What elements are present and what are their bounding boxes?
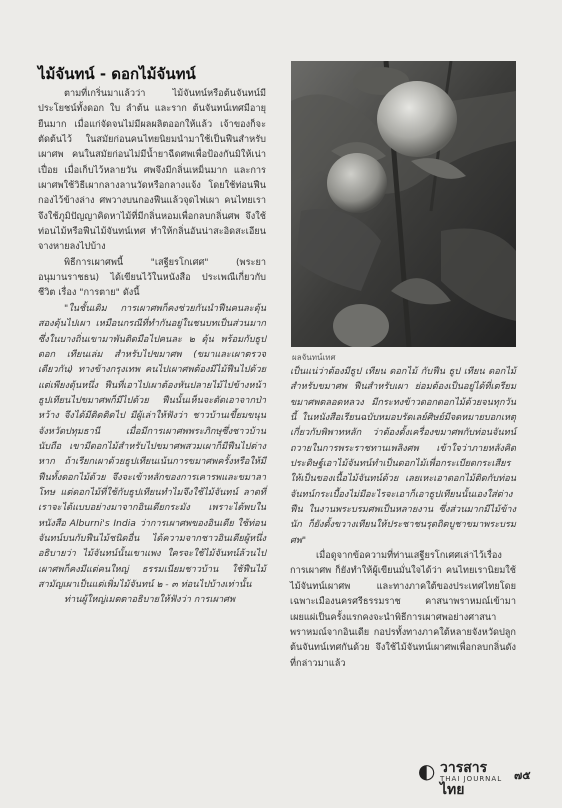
right-column bbox=[290, 364, 516, 671]
article-title: ไม้จันทน์ - ดอกไม้จันทน์ bbox=[38, 65, 196, 83]
logo-thai-text: วารสารไทย bbox=[440, 760, 488, 798]
magazine-logo bbox=[418, 757, 508, 798]
logo-english-text: THAI JOURNAL bbox=[440, 775, 503, 783]
paragraph-quote-continued: เป็นแน่ว่าต้องมีธูป เทียน ดอกไม้ กับฟืน ธูป เทียน ดอกไม้ สำหรับขมาศพ ฟืนสำหรับเผา ย่อมต้องเป็นอยู่ได้ที่เตรียมขมาศพตลอดหลวง มีกระทงข้าวดอกดอกไม้ด้วยจนทุกวันนี้ ในหนังสือเรียนฉบับหมอบรัดเลย์ศิษย์มีจดหมายบอกเหตุเกี่ยวกับพิพาทหลัก ว่าต้องตั้งเครื่องขมาศพกับท่อนจันทน์ถวายในการพระราชทานเพลิงศพ เข้าใจว่าภายหลังคิดประดิษฐ์เอาไม้จันทน์ทำเป็นดอกไม้เพื่อกระเบียดกระเสียรให้เป็นของเนื้อไม้จันทน์ด้วย เลยเหะเอาดอกไม้ติดกับท่อนจันทน์กระเบื้องไม่มีอะไรจะเอาก็เอาธูปเทียนนั้นเองใส่ต่างฟืน ในงานพระบรมศพเป็นหลายงาน ซึ่งส่วนมากมีไม้ข้างนัก ก็ยังตั้งขวางเทียนให้ประชาชนรุดถิตบูชาขมาพระบรมศพ" bbox=[290, 366, 516, 546]
paragraph-conclusion: เมื่อดูจากข้อความที่ท่านเสฐียรโกเศศเล่าไว้เรื่องการเผาศพ ก็ยังทำให้ผู้เขียนมั่นใจได้ว่า คนไทยเรานิยมใช้ไม้จันทน์เผาศพ และทางภาคใต้ของประเทศไทยโดยเฉพาะเมืองนครศรีธรรมราช คาสนาพราหมณ์เข้ามาเผยแผ่เป็นครั้งแรกคงจะนำพิธีการเผาศพอย่างศาสนาพราหมณ์จากอินเดีย กอปรทั้งทางภาคใต้หลายจังหวัดปลูกต้นจันทน์เทศกันด้วย จึงใช้ไม้จันทน์เผาศพเพื่อกลบกลิ่นดังที่กล่าวมาแล้ว bbox=[290, 550, 516, 669]
left-column bbox=[38, 86, 266, 608]
paragraph-quote: "ในชั้นเดิม การเผาศพก็คงช่วยกันนำฟืนคนละดุ้นสองดุ้นไปเผา เหมือนกรณีที่ทำกันอยู่ในชนบทเป็นส่วนมาก ซึ่งในบางถิ่นเขามาพันติดมือไปคนละ ๒ ดุ้น พร้อมกับธูปดอก เทียนเล่ม สำหรับไปขมาศพ (ขมาและเผาตรวจเดียวกัน) ทางข้างกรุงเทพ คนไปเผาศพต้องมีไม้ฟืนไปด้วยแต่เพียงดุ้นหนึ่ง ฟืนที่เอาไปเผาต้องหันปลายไม้ไปข้างหน้า ธูปเทียนไปขมาศพก็มีไปด้วย ฟืนนั้นเห็นจะตัดเอาจากป่าหว้าง จึงได้มีติดติดไป มีผู้เล่าให้ฟังว่า ชาวบ้านเขี้ยมขนุน จังหวัดปทุมธานี เมื่อมีการเผาศพพระภิกษุซึ่งชาวบ้านนับถือ เขามีดอกไม้สำหรับไปขมาศพสวมเผาก็มีฟืนไปต่างหาก ถ้าเรียกเผาด้วยธูปเทียนเน้นการขมาศพครั้งหรือให้มีฟืนทั้งดอกไม้ด้วย จึงจะเข้าหลักของการเคารพและขมาลาโทษ แต่ดอกไม้ที่ใช้กับธูปเทียนทำไมจึงใช้ไม้จันทน์ ลาดที่เราจะได้แบบอย่างมาจากอินเดียกระมัง เพราะได้พบในหนังสือ Alburni's India ว่าการเผาศพของอินเดีย ใช้ท่อนจันทน์บนกับฟืนไม้ชนิดอื่น ได้ความจากชาวอินเดียผู้หนึ่งอธิบายว่า ไม้จันทน์นั้นเขาแพง ใครจะใช้ไม้จันทน์ล้วนไปเผาศพก็คงมีแต่คนใหญ่ ธรรมเนียมชาวบ้าน ใช้ฟืนไม้สามัญเผาเป็นแต่เพิ่มไม้จันทน์ ๒ - ๓ ท่อนไปบ้างเท่านั้น bbox=[38, 302, 266, 590]
paragraph-quote-lead: ท่านผู้ใหญ่เมตตาอธิบายให้ฟังว่า การเผาศพ bbox=[64, 594, 236, 606]
photo-illustration bbox=[291, 61, 516, 347]
page-number: ๗๕ bbox=[514, 769, 531, 782]
paragraph-intro: ตามที่เกริ่นมาแล้วว่า ไม้จันทน์หรือต้นจันทน์มีประโยชน์ทั้งดอก ใบ ลำต้น และราก ต้นจันทน์เทศมีอายุยืนมาก เมื่อแก่จัดจนไม่มีผลผลิตออกให้แล้ว เจ้าของก็จะตัดต้นไว้ ในสมัยก่อนคนไทยนิยมนำมาใช้เป็นฟืนสำหรับเผาศพ คนในสมัยก่อนไม่มีน้ำยาฉีดศพเพื่อป้องกันมิให้เน่าเปื่อย เมื่อเก็บไว้หลายวัน ศพจึงมีกลิ่นเหม็นมาก และการเผาศพใช้วิธีเผากลางลานวัดหรือกลางแจ้ง โดยใช้ท่อนฟืนกองไว้ข้างล่าง ศพวางบนกองฟืนแล้วจุดไฟเผา คนไทยเราจึงใช้ภูมิปัญญาคิดหาไม้ที่มีกลิ่นหอมเพื่อกลบกลิ่นศพ จึงใช้ท่อนไม้หรือฟืนไม้จันทน์เทศ ทำให้กลิ่นอันน่าสะอิดสะเอียนจางหายลงไปบ้าง bbox=[38, 88, 266, 253]
logo-mark-icon: ◐ bbox=[418, 759, 436, 783]
photo-caption: ผลจันทน์เทศ bbox=[292, 353, 336, 362]
sandalwood-fruit-photo bbox=[291, 61, 516, 347]
paragraph-citation: พิธีการเผาศพนี้ "เสฐียรโกเศศ" (พระยาอนุมานราชธน) ได้เขียนไว้ในหนังสือ ประเพณีเกี่ยวกับชีวิต เรื่อง "การตาย" ดังนี้ bbox=[38, 256, 266, 299]
